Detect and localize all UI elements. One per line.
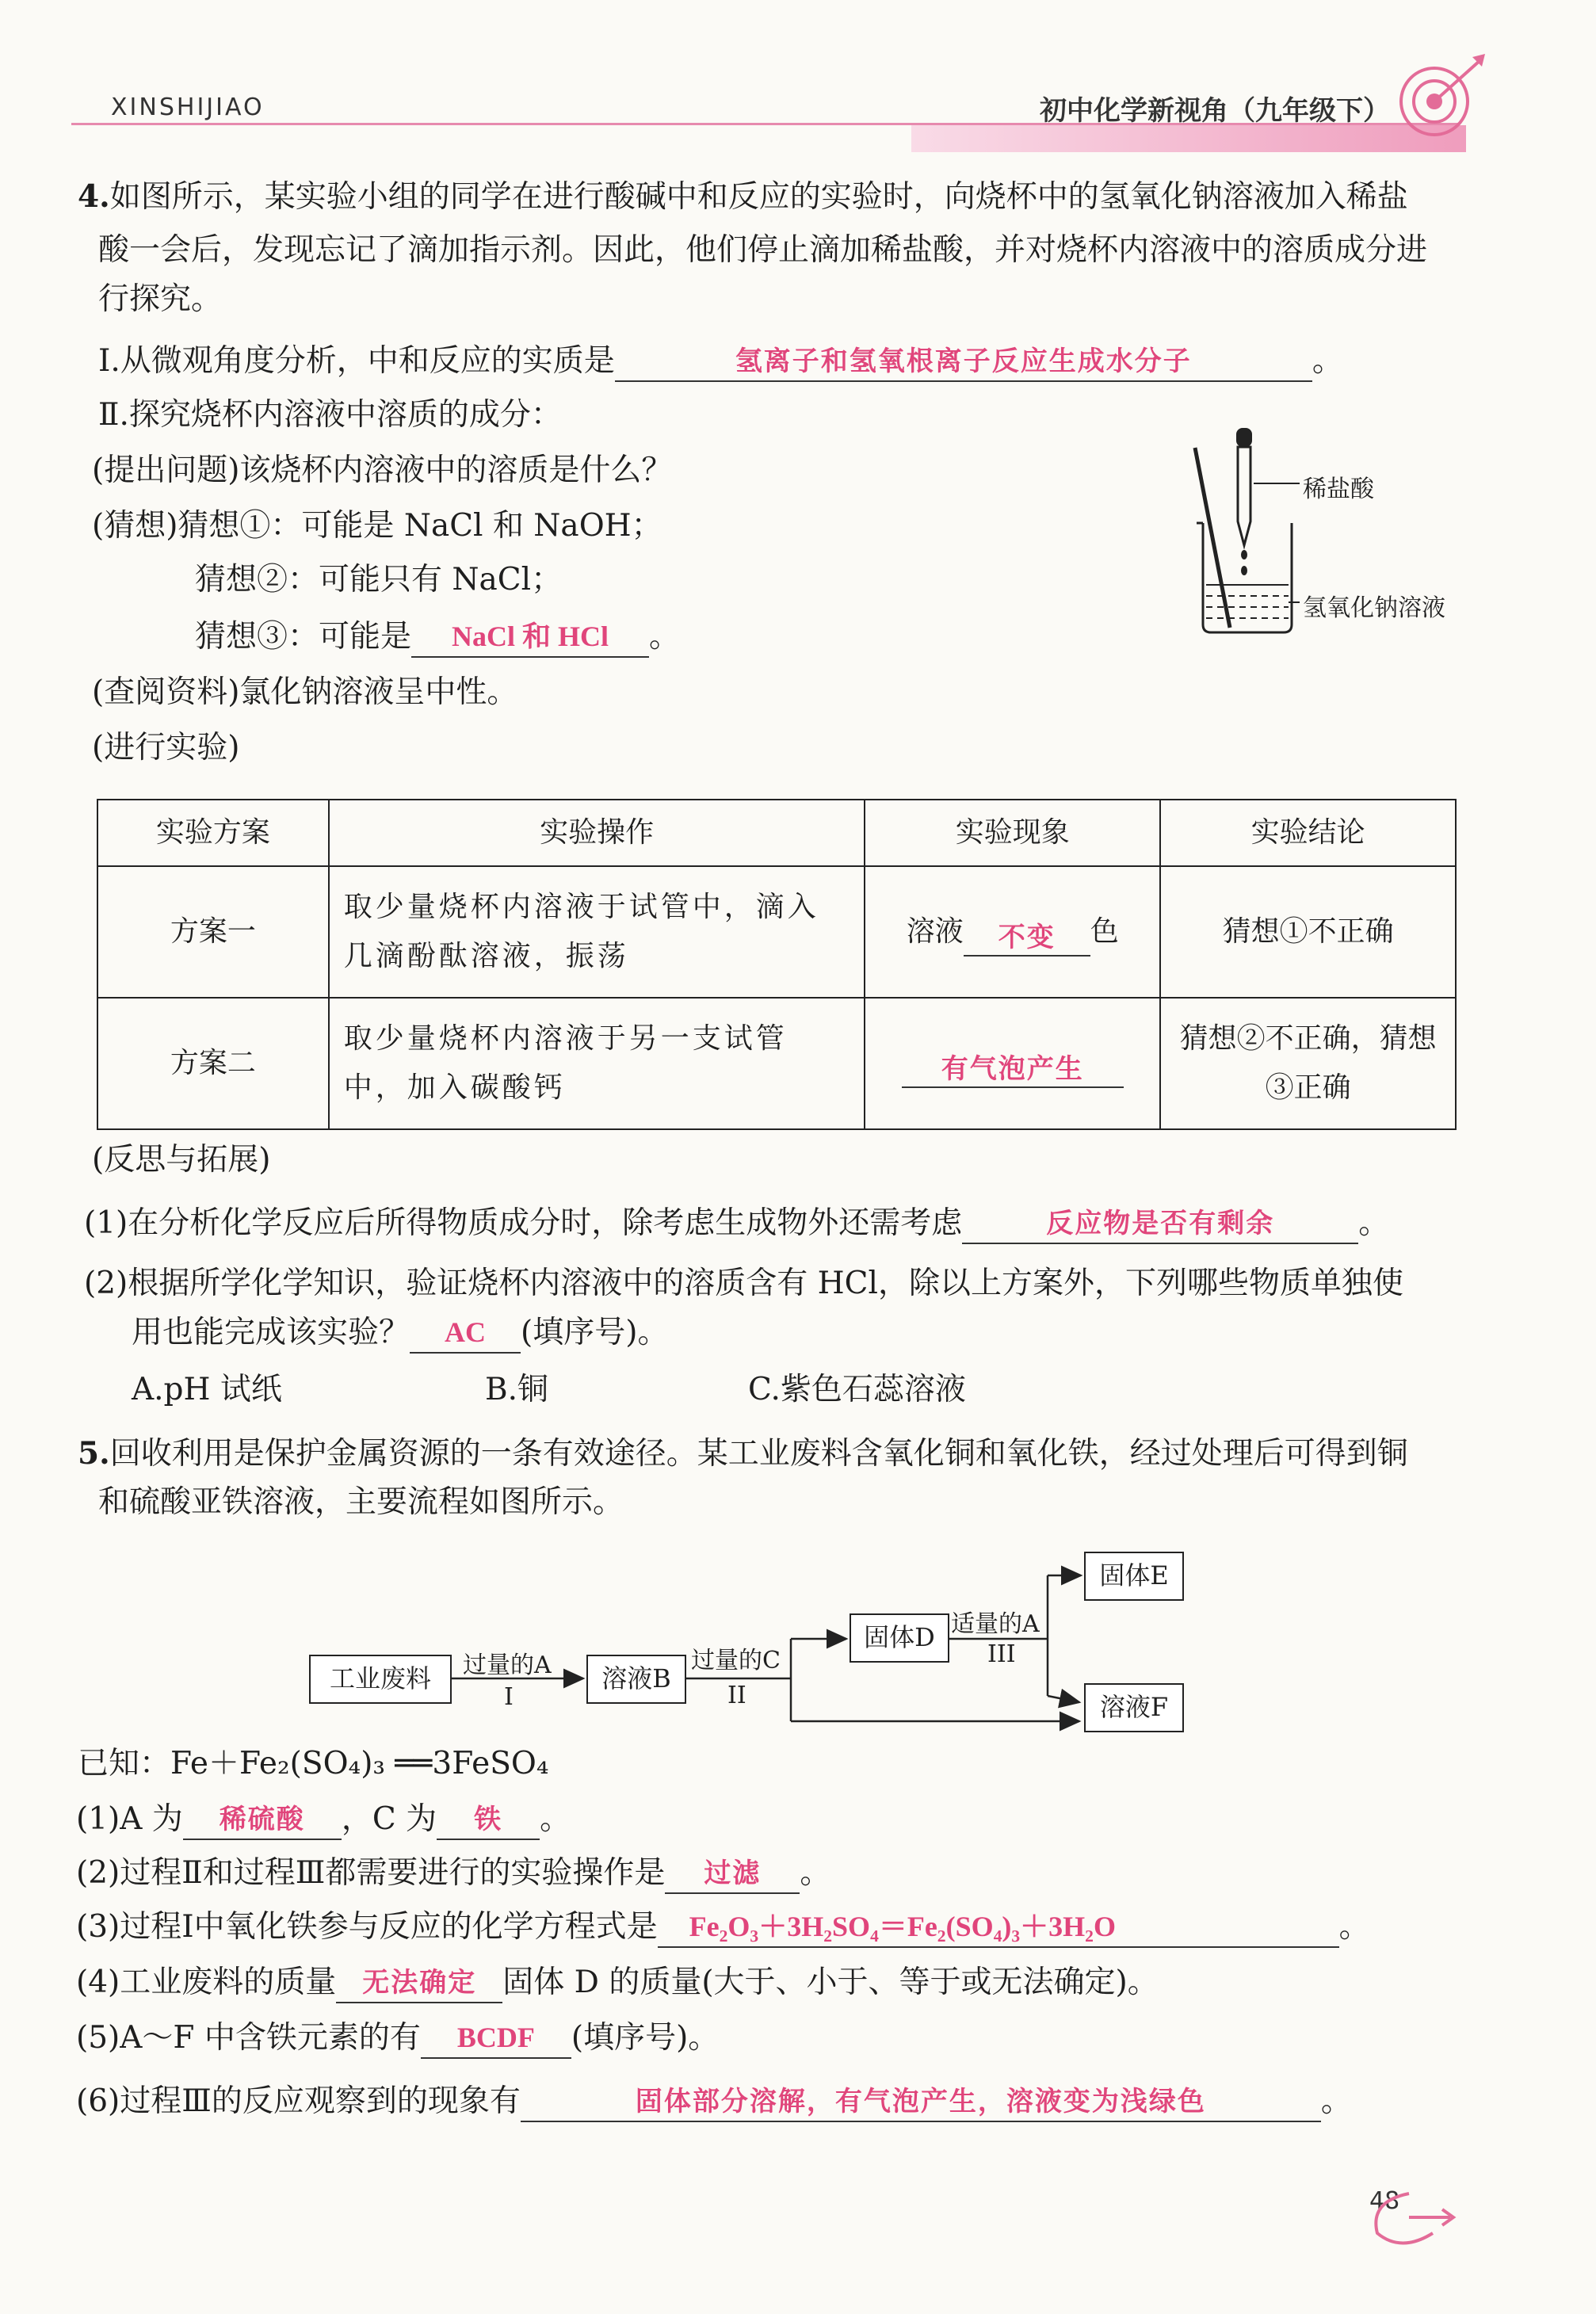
table-header: 实验现象 [865, 800, 1160, 866]
obs-answer-2: 有气泡产生 [941, 1053, 1084, 1085]
table-row: 方案一 取少量烧杯内溶液于试管中，滴入几滴酚酞溶液，振荡 溶液 不变 色 猜想①不正确 [97, 866, 1456, 998]
header-right-text: 初中化学新视角（九年级下） [1040, 95, 1390, 127]
flow-step1-reagent: 过量的A [463, 1651, 552, 1679]
q5-s2-answer: 过滤 [704, 1858, 762, 1889]
q4-r1-answer: 反应物是否有剩余 [1046, 1208, 1275, 1239]
q5-s2: (2)过程Ⅱ和过程Ⅲ都需要进行的实验操作是 过滤 。 [76, 1853, 830, 1894]
q5-s4: (4)工业废料的质量 无法确定 固体 D 的质量(大于、小于、等于或无法确定)。 [76, 1962, 1159, 2003]
q5-s6: (6)过程Ⅲ的反应观察到的现象有 固体部分溶解，有气泡产生，溶液变为浅绿色 。 [76, 2081, 1352, 2122]
flow-box-solution-f: 溶液F [1084, 1683, 1184, 1732]
option-b: B.铜 [485, 1372, 549, 1407]
flow-step1-label: I [504, 1683, 514, 1711]
q5-s4-answer: 无法确定 [362, 1967, 477, 1999]
label-dilute-hcl: 稀盐酸 [1303, 475, 1374, 503]
flow-step2-label: II [727, 1682, 746, 1709]
q5-known: 已知：Fe＋Fe₂(SO₄)₃ ══3FeSO₄ [78, 1746, 549, 1781]
flow-box-solid-e: 固体E [1084, 1552, 1184, 1601]
flow-step3-label: III [987, 1640, 1016, 1668]
table-row: 方案二 取少量烧杯内溶液于另一支试管中，加入碳酸钙 有气泡产生 猜想②不正确，猜想③正确 [97, 998, 1456, 1129]
q4-r2-line1: (2)根据所学化学知识，验证烧杯内溶液中的溶质含有 HCl，除以上方案外，下列哪些物质单独使 [84, 1266, 1403, 1301]
obs-answer-1: 不变 [998, 922, 1056, 953]
table-header: 实验方案 [97, 800, 329, 866]
q5-s3-answer: Fe₂O₃＋3H₂SO₄＝Fe₂(SO₄)₃＋3H₂O [689, 1911, 1116, 1942]
q5-s1-answer-c: 铁 [474, 1804, 503, 1835]
q5-s5: (5)A～F 中含铁元素的有 BCDF (填序号)。 [76, 2018, 719, 2059]
q4-question: (提出问题)该烧杯内溶液中的溶质是什么？ [92, 452, 673, 488]
q4-part1-answer: 氢离子和氢氧根离子反应生成水分子 [735, 346, 1192, 377]
flow-box-solid-d: 固体D [850, 1613, 949, 1663]
q5-s1: (1)A 为 稀硫酸 ，C 为 铁 。 [76, 1799, 571, 1840]
table-header: 实验操作 [329, 800, 865, 866]
q4-guess3: 猜想③：可能是 NaCl 和 HCl 。 [195, 617, 680, 658]
q4-stem-line1: 4.如图所示，某实验小组的同学在进行酸碱中和反应的实验时，向烧杯中的氢氧化钠溶液加入稀盐 [78, 178, 1408, 215]
q4-r2-answer: AC [445, 1316, 487, 1348]
flow-step2-reagent: 过量的C [691, 1647, 781, 1674]
flow-step3-reagent: 适量的A [951, 1610, 1040, 1638]
q5-s5-answer: BCDF [456, 2022, 535, 2053]
q4-r1: (1)在分析化学反应后所得物质成分时，除考虑生成物外还需考虑 反应物是否有剩余 。 [84, 1203, 1389, 1244]
option-a: A.pH 试纸 [132, 1372, 282, 1407]
q4-experiment: (进行实验) [92, 730, 240, 766]
q4-r2-line2: 用也能完成该实验？ AC (填序号)。 [132, 1312, 668, 1354]
header-left-text: XINSHIJIAO [111, 94, 265, 121]
option-c: C.紫色石蕊溶液 [748, 1372, 966, 1407]
table-header: 实验结论 [1160, 800, 1456, 866]
flow-box-waste: 工业废料 [309, 1655, 452, 1704]
q5-s6-answer: 固体部分溶解，有气泡产生，溶液变为浅绿色 [635, 2086, 1206, 2117]
q4-info: (查阅资料)氯化钠溶液呈中性。 [92, 674, 518, 710]
q4-part1: Ⅰ.从微观角度分析，中和反应的实质是 氢离子和氢氧根离子反应生成水分子 。 [98, 341, 1343, 382]
q5-stem-line1: 5.回收利用是保护金属资源的一条有效途径。某工业废料含氧化铜和氧化铁，经过处理后可得到铜 [78, 1435, 1408, 1472]
q4-stem-line3: 行探究。 [98, 281, 223, 317]
q5-stem-line2: 和硫酸亚铁溶液，主要流程如图所示。 [98, 1484, 624, 1520]
q4-stem-line2: 酸一会后，发现忘记了滴加指示剂。因此，他们停止滴加稀盐酸，并对烧杯内溶液中的溶质成分进 [98, 232, 1428, 268]
page-arrow-icon [1354, 2178, 1457, 2249]
flow-box-solution-b: 溶液B [586, 1655, 686, 1704]
q4-guess2: 猜想②：可能只有 NaCl； [195, 562, 563, 598]
q4-reflect: (反思与拓展) [92, 1142, 271, 1178]
page-number: 48 [1369, 2187, 1400, 2215]
q4-guess3-answer: NaCl 和 HCl [452, 621, 609, 652]
q4-guess1: (猜想)猜想①：可能是 NaCl 和 NaOH； [92, 508, 662, 544]
q5-s1-answer-a: 稀硫酸 [219, 1804, 305, 1835]
label-naoh-solution: 氢氧化钠溶液 [1303, 594, 1445, 622]
q4-part2: Ⅱ.探究烧杯内溶液中溶质的成分： [98, 397, 562, 433]
q5-s3: (3)过程Ⅰ中氧化铁参与反应的化学方程式是 Fe₂O₃＋3H₂SO₄＝Fe₂(SO₄)₃＋3H₂O 。 [76, 1907, 1370, 1948]
